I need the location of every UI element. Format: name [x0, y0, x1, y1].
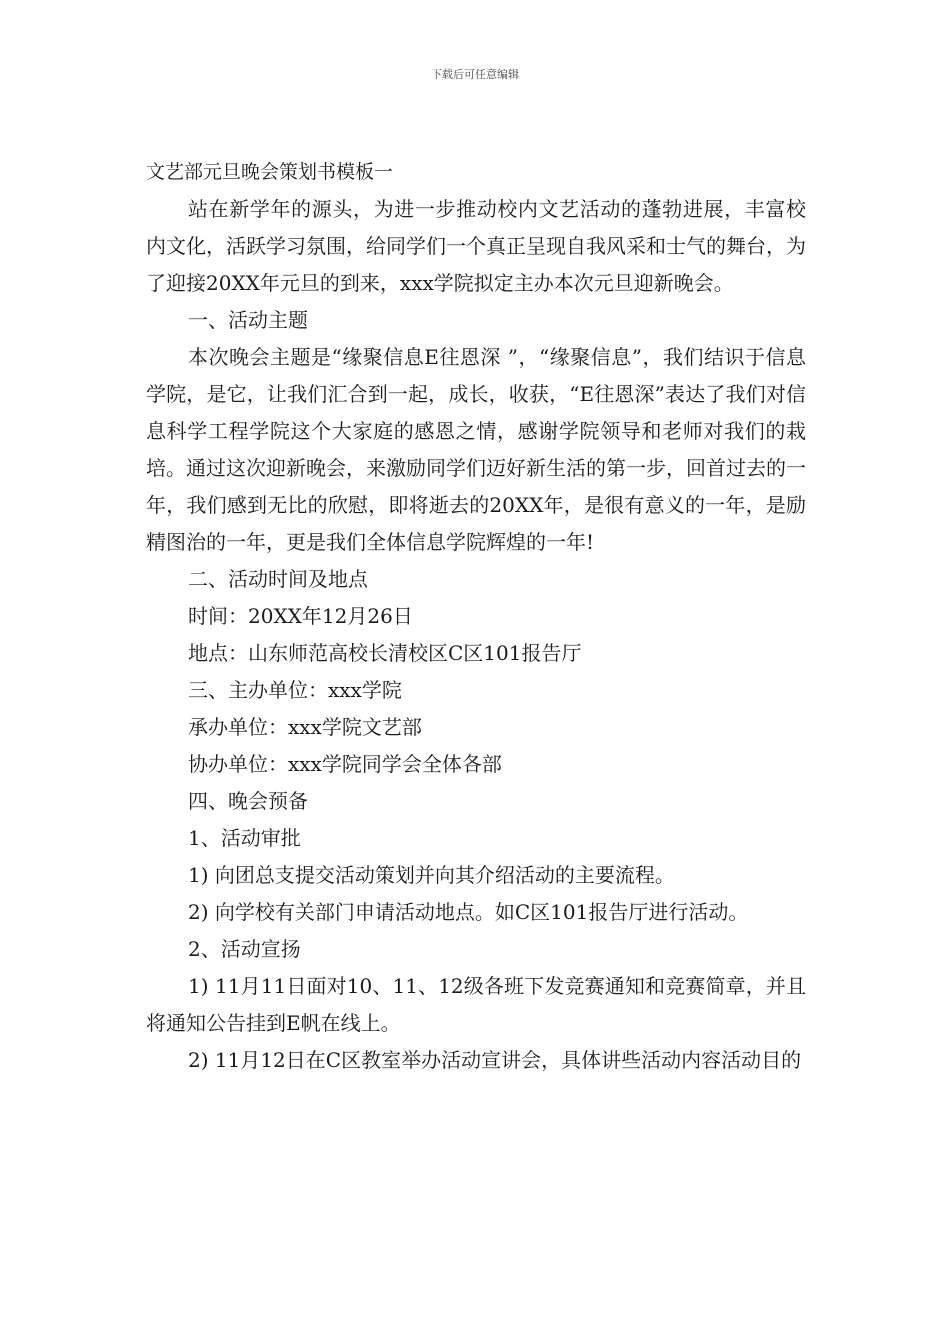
section-heading-time-place: 二、活动时间及地点: [188, 567, 368, 591]
section-heading-theme: 一、活动主题: [188, 308, 308, 332]
subsection-promotion: 2、活动宣扬: [188, 937, 301, 961]
host-unit-line: 三、主办单位：xxx学院: [188, 678, 402, 702]
time-line: 时间：20XX年12月26日: [188, 604, 413, 628]
promotion-item-1: 1) 11月11日面对10、11、12级各班下发竞赛通知和竞赛简章，并且将通知公告挂到E帆在线上。: [146, 974, 806, 1035]
place-line: 地点：山东师范高校长清校区C区101报告厅: [188, 641, 582, 665]
section-heading-preparation: 四、晚会预备: [188, 789, 308, 813]
approval-item-1: 1) 向团总支提交活动策划并向其介绍活动的主要流程。: [188, 863, 675, 887]
document-title: 文艺部元旦晚会策划书模板一: [146, 161, 394, 183]
co-organizer-unit-line: 协办单位：xxx学院同学会全体各部: [188, 752, 502, 776]
intro-paragraph: 站在新学年的源头，为进一步推动校内文艺活动的蓬勃进展，丰富校内文化，活跃学习氛围，给同学们一个真正呈现自我风采和士气的舞台，为了迎接20XX年元旦的到来，xxx学院拟定主办本次元旦迎新晚会。: [146, 197, 806, 295]
subsection-approval: 1、活动审批: [188, 826, 301, 850]
theme-paragraph: 本次晚会主题是“缘聚信息E往恩深 ”，“缘聚信息”，我们结识于信息学院，是它，让我们汇合到一起，成长，收获，“E往恩深”表达了我们对信息科学工程学院这个大家庭的感恩之情，感谢学院领导和老师对我们的栽培。通过这次迎新晚会，来激励同学们迈好新生活的第一步，回首过去的一年，我们感到无比的欣慰，即将逝去的20XX年，是很有意义的一年，是励精图治的一年，更是我们全体信息学院辉煌的一年!: [146, 345, 806, 554]
header-note: 下载后可任意编辑: [431, 68, 519, 81]
promotion-item-2: 2) 11月12日在C区教室举办活动宣讲会，具体讲些活动内容活动目的: [188, 1048, 802, 1072]
organizer-unit-line: 承办单位：xxx学院文艺部: [188, 715, 422, 739]
approval-item-2: 2) 向学校有关部门申请活动地点。如C区101报告厅进行活动。: [188, 900, 749, 924]
document-body: [146, 154, 806, 1079]
